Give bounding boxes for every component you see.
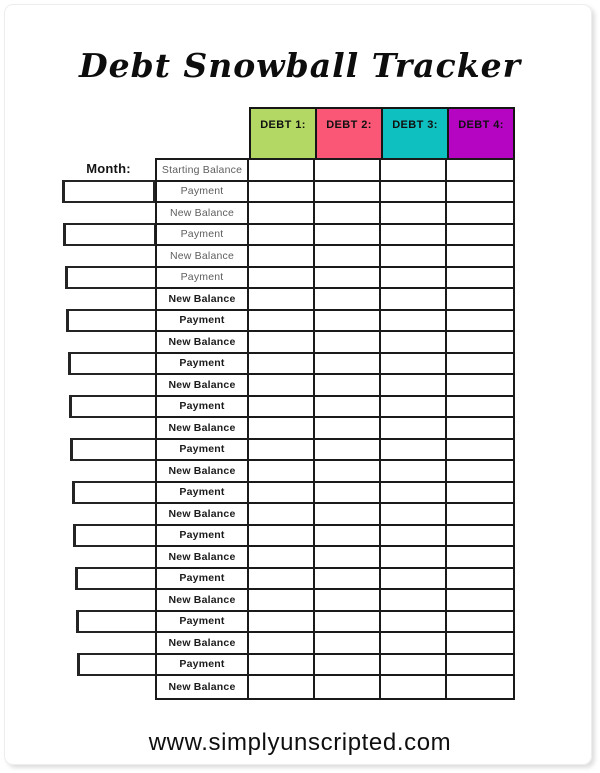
entry-cell[interactable] bbox=[315, 569, 381, 591]
row-label: Payment bbox=[157, 483, 249, 505]
entry-cell[interactable] bbox=[249, 461, 315, 483]
entry-cell[interactable] bbox=[249, 418, 315, 440]
entry-cell[interactable] bbox=[315, 289, 381, 311]
entry-cell[interactable] bbox=[249, 547, 315, 569]
entry-cell[interactable] bbox=[381, 483, 447, 505]
month-box[interactable] bbox=[62, 180, 155, 204]
entry-cell[interactable] bbox=[315, 418, 381, 440]
entry-cell[interactable] bbox=[381, 225, 447, 247]
entry-cell[interactable] bbox=[381, 526, 447, 548]
row-label: Payment bbox=[157, 182, 249, 204]
entry-cell[interactable] bbox=[447, 612, 513, 634]
entry-cell[interactable] bbox=[315, 526, 381, 548]
entry-cell[interactable] bbox=[381, 633, 447, 655]
entry-cell[interactable] bbox=[381, 246, 447, 268]
entry-cell[interactable] bbox=[249, 246, 315, 268]
row-label: New Balance bbox=[157, 461, 249, 483]
entry-cell[interactable] bbox=[381, 160, 447, 182]
row-label: Payment bbox=[157, 225, 249, 247]
entry-cell[interactable] bbox=[381, 311, 447, 333]
entry-cell[interactable] bbox=[249, 569, 315, 591]
row-label: Starting Balance bbox=[157, 160, 249, 182]
row-label: Payment bbox=[157, 311, 249, 333]
entry-cell[interactable] bbox=[315, 504, 381, 526]
tracker-table bbox=[155, 158, 515, 700]
month-box[interactable] bbox=[75, 567, 168, 591]
entry-cell[interactable] bbox=[447, 375, 513, 397]
entry-cell[interactable] bbox=[315, 311, 381, 333]
entry-cell[interactable] bbox=[447, 526, 513, 548]
entry-cell[interactable] bbox=[315, 246, 381, 268]
entry-cell[interactable] bbox=[381, 655, 447, 677]
entry-cell[interactable] bbox=[447, 246, 513, 268]
entry-cell[interactable] bbox=[315, 332, 381, 354]
row-label: New Balance bbox=[157, 375, 249, 397]
entry-cell[interactable] bbox=[381, 569, 447, 591]
entry-cell[interactable] bbox=[315, 483, 381, 505]
entry-cell[interactable] bbox=[447, 203, 513, 225]
entry-cell[interactable] bbox=[381, 590, 447, 612]
entry-cell[interactable] bbox=[315, 397, 381, 419]
entry-cell[interactable] bbox=[447, 311, 513, 333]
entry-cell[interactable] bbox=[447, 547, 513, 569]
row-label: New Balance bbox=[157, 504, 249, 526]
entry-cell[interactable] bbox=[315, 182, 381, 204]
month-box[interactable] bbox=[72, 481, 165, 505]
month-box[interactable] bbox=[73, 524, 166, 548]
page-title: Debt Snowball Tracker bbox=[79, 46, 521, 85]
entry-cell[interactable] bbox=[315, 461, 381, 483]
entry-cell[interactable] bbox=[447, 160, 513, 182]
entry-cell[interactable] bbox=[315, 160, 381, 182]
entry-cell[interactable] bbox=[249, 655, 315, 677]
entry-cell[interactable] bbox=[249, 268, 315, 290]
debt-header: DEBT 4: bbox=[447, 109, 513, 160]
entry-cell[interactable] bbox=[381, 354, 447, 376]
entry-cell[interactable] bbox=[447, 332, 513, 354]
entry-cell[interactable] bbox=[315, 354, 381, 376]
month-box[interactable] bbox=[69, 395, 162, 419]
entry-cell[interactable] bbox=[249, 526, 315, 548]
entry-cell[interactable] bbox=[315, 655, 381, 677]
entry-cell[interactable] bbox=[447, 483, 513, 505]
entry-cell[interactable] bbox=[447, 418, 513, 440]
entry-cell[interactable] bbox=[249, 289, 315, 311]
debt-header: DEBT 1: bbox=[251, 109, 315, 160]
entry-cell[interactable] bbox=[381, 461, 447, 483]
debt-header: DEBT 3: bbox=[381, 109, 447, 160]
entry-cell[interactable] bbox=[249, 504, 315, 526]
entry-cell[interactable] bbox=[381, 268, 447, 290]
entry-cell[interactable] bbox=[249, 182, 315, 204]
row-label: New Balance bbox=[157, 289, 249, 311]
month-box[interactable] bbox=[68, 352, 161, 376]
entry-cell[interactable] bbox=[381, 418, 447, 440]
entry-cell[interactable] bbox=[315, 225, 381, 247]
row-label: Payment bbox=[157, 655, 249, 677]
row-label: New Balance bbox=[157, 590, 249, 612]
row-label: New Balance bbox=[157, 676, 249, 698]
row-label: New Balance bbox=[157, 332, 249, 354]
row-label: New Balance bbox=[157, 633, 249, 655]
row-label: Payment bbox=[157, 354, 249, 376]
entry-cell[interactable] bbox=[381, 397, 447, 419]
row-label: Payment bbox=[157, 526, 249, 548]
entry-cell[interactable] bbox=[381, 676, 447, 698]
entry-cell[interactable] bbox=[381, 289, 447, 311]
entry-cell[interactable] bbox=[249, 612, 315, 634]
entry-cell[interactable] bbox=[447, 182, 513, 204]
entry-cell[interactable] bbox=[447, 289, 513, 311]
entry-cell[interactable] bbox=[447, 569, 513, 591]
entry-cell[interactable] bbox=[315, 547, 381, 569]
entry-cell[interactable] bbox=[447, 633, 513, 655]
entry-cell[interactable] bbox=[447, 268, 513, 290]
entry-cell[interactable] bbox=[315, 268, 381, 290]
row-label: New Balance bbox=[157, 203, 249, 225]
row-label: New Balance bbox=[157, 547, 249, 569]
month-box[interactable] bbox=[65, 266, 158, 290]
entry-cell[interactable] bbox=[315, 676, 381, 698]
entry-cell[interactable] bbox=[249, 483, 315, 505]
month-box[interactable] bbox=[63, 223, 156, 247]
entry-cell[interactable] bbox=[381, 182, 447, 204]
entry-cell[interactable] bbox=[315, 612, 381, 634]
entry-cell[interactable] bbox=[249, 397, 315, 419]
entry-cell[interactable] bbox=[447, 590, 513, 612]
debt-headers-row bbox=[249, 107, 515, 160]
entry-cell[interactable] bbox=[381, 375, 447, 397]
entry-cell[interactable] bbox=[249, 440, 315, 462]
entry-cell[interactable] bbox=[447, 397, 513, 419]
entry-cell[interactable] bbox=[249, 311, 315, 333]
entry-cell[interactable] bbox=[381, 547, 447, 569]
row-label: Payment bbox=[157, 569, 249, 591]
entry-cell[interactable] bbox=[315, 375, 381, 397]
month-box[interactable] bbox=[66, 309, 159, 333]
entry-cell[interactable] bbox=[447, 440, 513, 462]
entry-cell[interactable] bbox=[381, 504, 447, 526]
entry-cell[interactable] bbox=[249, 332, 315, 354]
entry-cell[interactable] bbox=[249, 375, 315, 397]
entry-cell[interactable] bbox=[249, 590, 315, 612]
tracker-grid bbox=[157, 160, 513, 698]
entry-cell[interactable] bbox=[249, 225, 315, 247]
entry-cell[interactable] bbox=[381, 203, 447, 225]
entry-cell[interactable] bbox=[447, 504, 513, 526]
entry-cell[interactable] bbox=[249, 354, 315, 376]
entry-cell[interactable] bbox=[315, 440, 381, 462]
month-box[interactable] bbox=[70, 438, 163, 462]
row-label: Payment bbox=[157, 440, 249, 462]
entry-cell[interactable] bbox=[249, 160, 315, 182]
footer-url: www.simplyunscripted.com bbox=[148, 729, 452, 756]
row-label: Payment bbox=[157, 612, 249, 634]
entry-cell[interactable] bbox=[249, 203, 315, 225]
entry-cell[interactable] bbox=[381, 612, 447, 634]
entry-cell[interactable] bbox=[381, 332, 447, 354]
entry-cell[interactable] bbox=[315, 633, 381, 655]
month-label: Month: bbox=[86, 161, 131, 176]
entry-cell[interactable] bbox=[447, 354, 513, 376]
row-label: New Balance bbox=[157, 418, 249, 440]
entry-cell[interactable] bbox=[447, 655, 513, 677]
row-label: Payment bbox=[157, 397, 249, 419]
entry-cell[interactable] bbox=[315, 590, 381, 612]
row-label: New Balance bbox=[157, 246, 249, 268]
debt-header: DEBT 2: bbox=[315, 109, 381, 160]
entry-cell[interactable] bbox=[315, 203, 381, 225]
entry-cell[interactable] bbox=[447, 676, 513, 698]
row-label: Payment bbox=[157, 268, 249, 290]
entry-cell[interactable] bbox=[249, 633, 315, 655]
entry-cell[interactable] bbox=[447, 225, 513, 247]
entry-cell[interactable] bbox=[447, 461, 513, 483]
entry-cell[interactable] bbox=[381, 440, 447, 462]
entry-cell[interactable] bbox=[249, 676, 315, 698]
